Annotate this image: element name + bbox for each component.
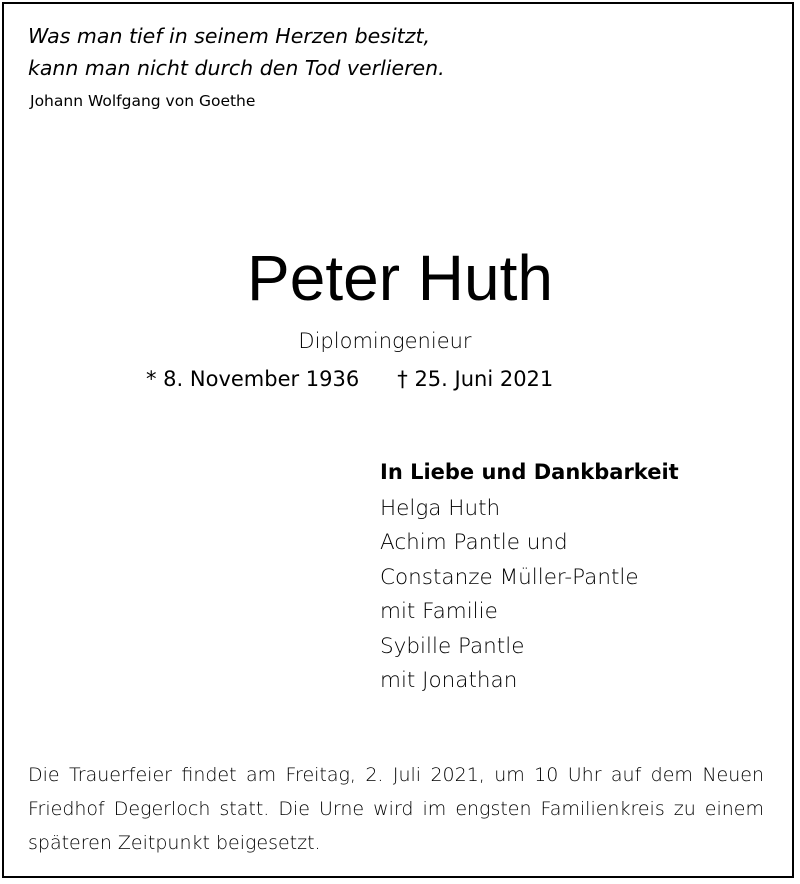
quote-line: kann man nicht durch den Tod verlieren. — [28, 56, 445, 80]
mourner-line: Helga Huth — [380, 495, 501, 521]
mourners-heading: In Liebe und Dankbarkeit — [380, 460, 679, 484]
quote-line: Was man tief in seinem Herzen besitzt, — [28, 24, 431, 48]
mourner-line: mit Familie — [380, 599, 498, 624]
death-date: † 25. Juni 2021 — [397, 367, 554, 391]
mourner-line: Constanze Müller-Pantle — [380, 564, 639, 590]
mourners-block — [380, 455, 679, 699]
life-dates — [146, 364, 553, 394]
quote — [28, 20, 445, 84]
deceased-profession: Diplomingenieur — [298, 329, 472, 353]
funeral-notice: Die Trauerfeier findet am Freitag, 2. Juli 2021, um 10 Uhr auf dem Neuen Friedhof Degerloch statt. Die Urne wird im engsten Familienkreis zu einem späteren Zeitpunkt beigesetzt. — [28, 764, 764, 854]
mourner-line: Sybille Pantle — [380, 633, 525, 659]
obituary-frame — [2, 2, 794, 878]
deceased-name: Peter Huth — [247, 242, 553, 314]
mourner-line: mit Jonathan — [380, 668, 518, 693]
quote-author: Johann Wolfgang von Goethe — [30, 92, 256, 110]
mourner-line: Achim Pantle und — [380, 530, 568, 555]
birth-date: * 8. November 1936 — [146, 367, 360, 391]
